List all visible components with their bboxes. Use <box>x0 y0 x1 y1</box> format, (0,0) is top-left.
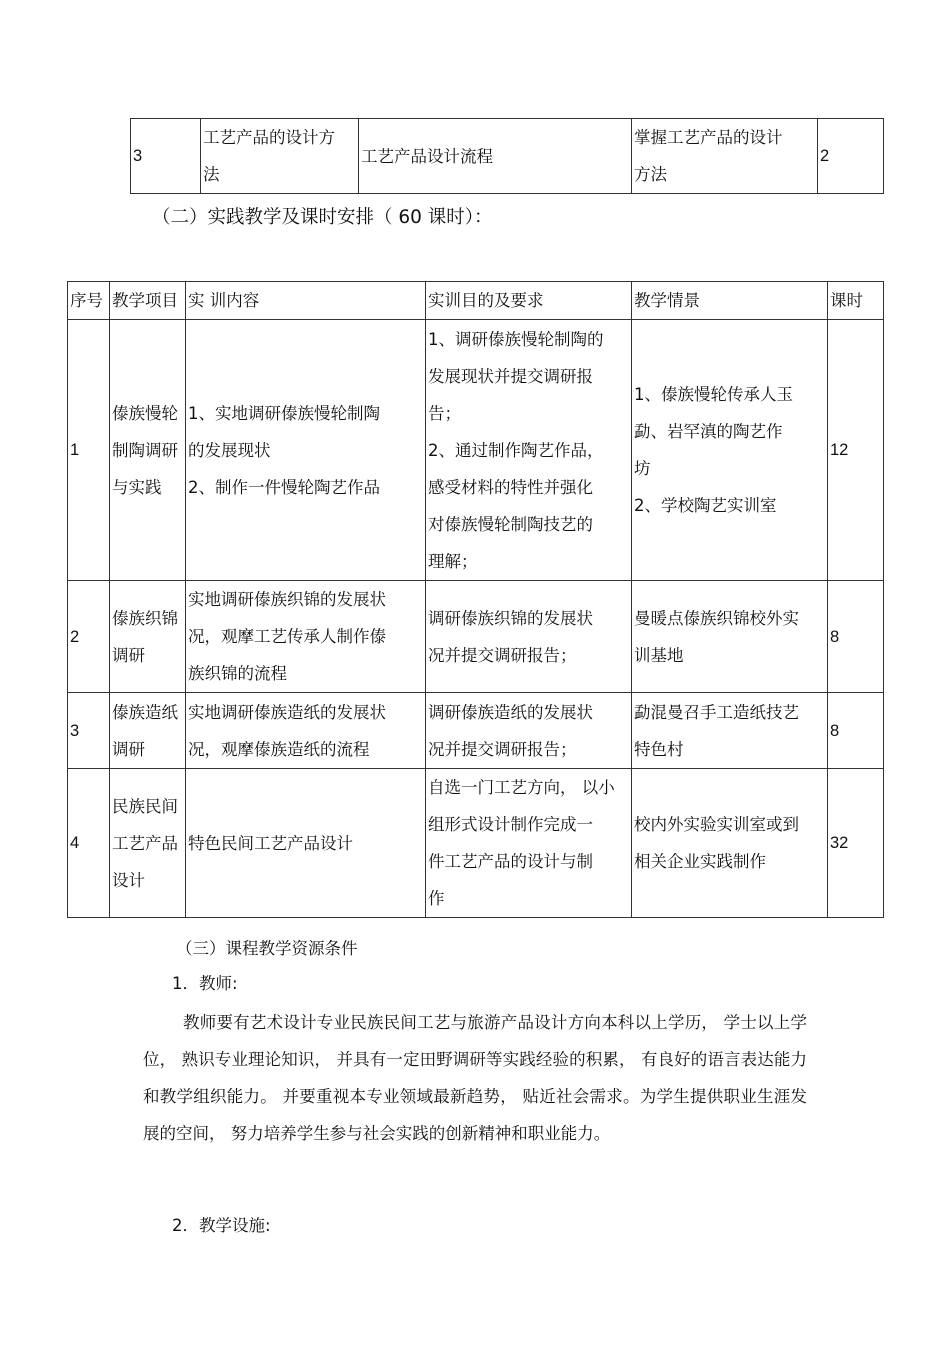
table-row <box>68 581 884 693</box>
facility-subheading: 2．教学设施: <box>172 1216 271 1235</box>
header-hours: 课时 <box>828 282 884 320</box>
row-content: 工艺产品设计流程 <box>359 119 632 194</box>
teacher-paragraph: 教师要有艺术设计专业民族民间工艺与旅游产品设计方向本科以上学历， 学士以上学位， 熟识专业理论知识， 并具有一定田野调研等实践经验的积累， 有良好的语言表达能力和教学组织能力。 并要重视本专业领域最新趋势， 贴近社会需求。为学生提供职业生涯发展的空间， 努力培养学生参与社会实践的创新精神和职业能力。 <box>143 1013 807 1143</box>
row-scene: 1、傣族慢轮传承人玉 勐、岩罕滇的陶艺作 坊 2、学校陶艺实训室 <box>632 320 828 581</box>
row-index: 2 <box>68 581 110 693</box>
row-hours: 12 <box>828 320 884 581</box>
table-header-row <box>68 282 884 320</box>
row-index: 4 <box>68 769 110 918</box>
course-content-table-continued <box>130 118 884 194</box>
row-index: 3 <box>68 693 110 769</box>
row-hours: 8 <box>828 693 884 769</box>
row-scene: 勐混曼召手工造纸技艺 特色村 <box>632 693 828 769</box>
row-hours: 32 <box>828 769 884 918</box>
row-project: 民族民间 工艺产品 设计 <box>110 769 186 918</box>
row-index: 3 <box>131 119 201 194</box>
header-content: 实 训内容 <box>186 282 426 320</box>
row-content: 1、实地调研傣族慢轮制陶 的发展现状 2、制作一件慢轮陶艺作品 <box>186 320 426 581</box>
row-project: 傣族织锦 调研 <box>110 581 186 693</box>
table-row <box>68 769 884 918</box>
row-goal: 自选一门工艺方向， 以小 组形式设计制作完成一 件工艺产品的设计与制 作 <box>426 769 632 918</box>
row-project: 傣族造纸 调研 <box>110 693 186 769</box>
row-goal: 调研傣族造纸的发展状 况并提交调研报告； <box>426 693 632 769</box>
row-content: 特色民间工艺产品设计 <box>186 769 426 918</box>
row-goal: 调研傣族织锦的发展状 况并提交调研报告； <box>426 581 632 693</box>
row-goal: 掌握工艺产品的设计 方法 <box>632 119 818 194</box>
table-row <box>68 320 884 581</box>
row-scene: 校内外实验实训室或到 相关企业实践制作 <box>632 769 828 918</box>
row-scene: 曼暖点傣族织锦校外实 训基地 <box>632 581 828 693</box>
header-project: 教学项目 <box>110 282 186 320</box>
header-scene: 教学情景 <box>632 282 828 320</box>
row-index: 1 <box>68 320 110 581</box>
row-goal: 1、调研傣族慢轮制陶的 发展现状并提交调研报 告； 2、通过制作陶艺作品， 感受材料的特性并强化 对傣族慢轮制陶技艺的 理解； <box>426 320 632 581</box>
practice-schedule-table <box>67 281 884 918</box>
section-heading-practice: （二）实践教学及课时安排（ 60 课时）： <box>152 207 493 228</box>
table-row <box>131 119 884 194</box>
section-heading-resources: （三）课程教学资源条件 <box>176 939 358 958</box>
header-goal: 实训目的及要求 <box>426 282 632 320</box>
table-row <box>68 693 884 769</box>
row-content: 实地调研傣族造纸的发展状 况，观摩傣族造纸的流程 <box>186 693 426 769</box>
row-content: 实地调研傣族织锦的发展状 况，观摩工艺传承人制作傣 族织锦的流程 <box>186 581 426 693</box>
row-topic: 工艺产品的设计方 法 <box>201 119 359 194</box>
row-project: 傣族慢轮 制陶调研 与实践 <box>110 320 186 581</box>
teacher-subheading: 1．教师: <box>172 974 238 993</box>
row-hours: 2 <box>818 119 884 194</box>
row-hours: 8 <box>828 581 884 693</box>
header-index: 序号 <box>68 282 110 320</box>
